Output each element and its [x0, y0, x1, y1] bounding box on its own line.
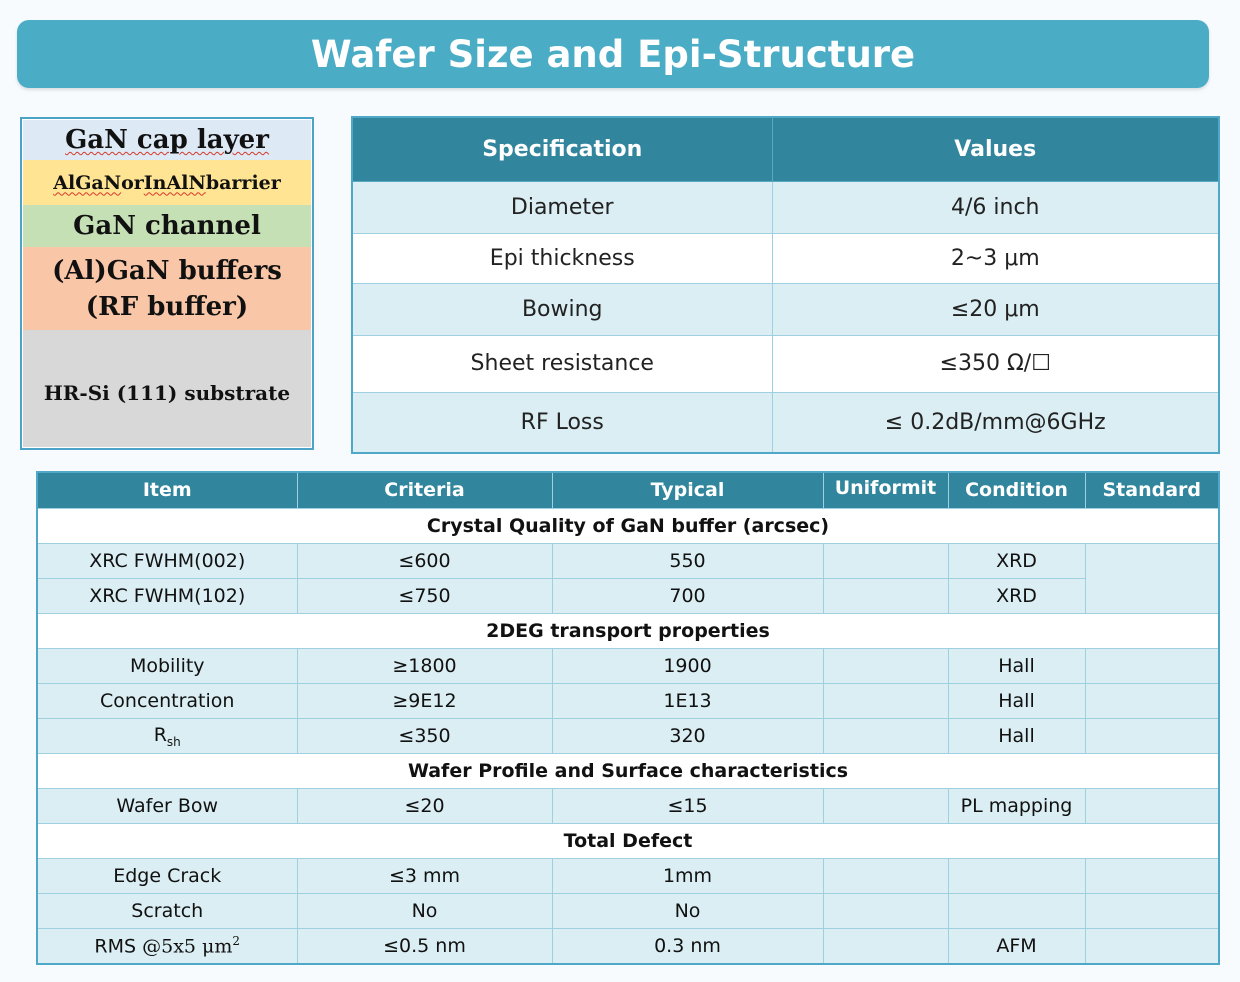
header-criteria: Criteria	[297, 472, 552, 508]
item-cell: Scratch	[37, 894, 297, 929]
item-cell: Edge Crack	[37, 859, 297, 894]
table-row	[37, 894, 1219, 929]
value-cell: 2~3 μm	[772, 233, 1219, 283]
table-row	[37, 789, 1219, 824]
spec-cell: Sheet resistance	[352, 335, 772, 392]
typical-cell: 320	[552, 718, 823, 753]
typical-cell: 1E13	[552, 683, 823, 718]
criteria-cell: ≤20	[297, 789, 552, 824]
item-cell: Mobility	[37, 648, 297, 683]
spec-row	[352, 181, 1219, 233]
properties-table	[36, 471, 1220, 965]
standard-cell	[1085, 894, 1219, 929]
standard-cell	[1085, 789, 1219, 824]
criteria-cell: ≤350	[297, 718, 552, 753]
uniformity-cell	[823, 789, 948, 824]
section-title: Crystal Quality of GaN buffer (arcsec)	[37, 508, 1219, 543]
value-cell: 4/6 inch	[772, 181, 1219, 233]
table-row	[37, 683, 1219, 718]
condition-cell: Hall	[948, 648, 1085, 683]
spec-cell: RF Loss	[352, 392, 772, 453]
page-title: Wafer Size and Epi-Structure	[310, 32, 916, 76]
spec-header-values: Values	[772, 117, 1219, 181]
section-row	[37, 824, 1219, 859]
uniformity-cell	[823, 683, 948, 718]
typical-cell: 1mm	[552, 859, 823, 894]
condition-cell: Hall	[948, 683, 1085, 718]
section-row	[37, 613, 1219, 648]
standard-cell	[1085, 543, 1219, 613]
table-row	[37, 859, 1219, 894]
uniformity-cell	[823, 859, 948, 894]
table-row	[37, 718, 1219, 753]
section-title: Wafer Profile and Surface characteristics	[37, 753, 1219, 788]
spec-row	[352, 283, 1219, 335]
layer-substrate: HR-Si (111) substrate	[23, 330, 311, 447]
typical-cell: No	[552, 894, 823, 929]
uniformity-cell	[823, 578, 948, 613]
table-row	[37, 578, 1219, 613]
value-cell: ≤ 0.2dB/mm@6GHz	[772, 392, 1219, 453]
criteria-cell: No	[297, 894, 552, 929]
criteria-cell: ≤750	[297, 578, 552, 613]
header-condition: Condition	[948, 472, 1085, 508]
spec-table	[351, 116, 1220, 454]
standard-cell	[1085, 929, 1219, 964]
standard-cell	[1085, 718, 1219, 753]
uniformity-cell	[823, 718, 948, 753]
spec-row	[352, 392, 1219, 453]
layer-buffer: (Al)GaN buffers (RF buffer)	[23, 247, 311, 330]
table-row	[37, 648, 1219, 683]
item-cell: XRC FWHM(102)	[37, 578, 297, 613]
spec-header-row	[352, 117, 1219, 181]
criteria-cell: ≤3 mm	[297, 859, 552, 894]
item-cell: XRC FWHM(002)	[37, 543, 297, 578]
criteria-cell: ≤600	[297, 543, 552, 578]
spec-cell: Epi thickness	[352, 233, 772, 283]
uniformity-cell	[823, 929, 948, 964]
typical-cell: 0.3 nm	[552, 929, 823, 964]
header-item: Item	[37, 472, 297, 508]
uniformity-cell	[823, 648, 948, 683]
typical-cell: ≤15	[552, 789, 823, 824]
layer-gan-cap: GaN cap layer	[23, 120, 311, 160]
table-row	[37, 929, 1219, 964]
uniformity-cell	[823, 543, 948, 578]
header-uniformity: Uniformit	[823, 472, 948, 508]
section-row	[37, 753, 1219, 788]
spec-cell: Diameter	[352, 181, 772, 233]
condition-cell: XRD	[948, 578, 1085, 613]
criteria-cell: ≥9E12	[297, 683, 552, 718]
prop-header-row	[37, 472, 1219, 508]
spec-header-specification: Specification	[352, 117, 772, 181]
spec-cell: Bowing	[352, 283, 772, 335]
item-cell: Concentration	[37, 683, 297, 718]
item-cell-rsh: $R_{sh}$	[37, 718, 297, 753]
header-standard: Standard	[1085, 472, 1219, 508]
uniformity-cell	[823, 894, 948, 929]
value-cell: ≤20 μm	[772, 283, 1219, 335]
header-typical: Typical	[552, 472, 823, 508]
spec-row	[352, 335, 1219, 392]
condition-cell: Hall	[948, 718, 1085, 753]
section-title: 2DEG transport properties	[37, 613, 1219, 648]
typical-cell: 550	[552, 543, 823, 578]
condition-cell: XRD	[948, 543, 1085, 578]
layer-barrier: AlGaN or InAlN barrier	[23, 160, 311, 205]
typical-cell: 700	[552, 578, 823, 613]
spec-row	[352, 233, 1219, 283]
page-title-banner	[17, 20, 1209, 88]
section-title: Total Defect	[37, 824, 1219, 859]
epi-stack-diagram	[20, 117, 314, 450]
criteria-cell: ≥1800	[297, 648, 552, 683]
value-cell: ≤350 Ω/☐	[772, 335, 1219, 392]
standard-cell	[1085, 648, 1219, 683]
condition-cell: AFM	[948, 929, 1085, 964]
standard-cell	[1085, 683, 1219, 718]
item-cell: Wafer Bow	[37, 789, 297, 824]
typical-cell: 1900	[552, 648, 823, 683]
condition-cell: PL mapping	[948, 789, 1085, 824]
condition-cell	[948, 859, 1085, 894]
table-row	[37, 543, 1219, 578]
condition-cell	[948, 894, 1085, 929]
layer-gan-channel: GaN channel	[23, 205, 311, 247]
item-cell-rms: RMS @5x5 $\mu m^2$	[37, 929, 297, 964]
standard-cell	[1085, 859, 1219, 894]
section-row	[37, 508, 1219, 543]
criteria-cell: ≤0.5 nm	[297, 929, 552, 964]
